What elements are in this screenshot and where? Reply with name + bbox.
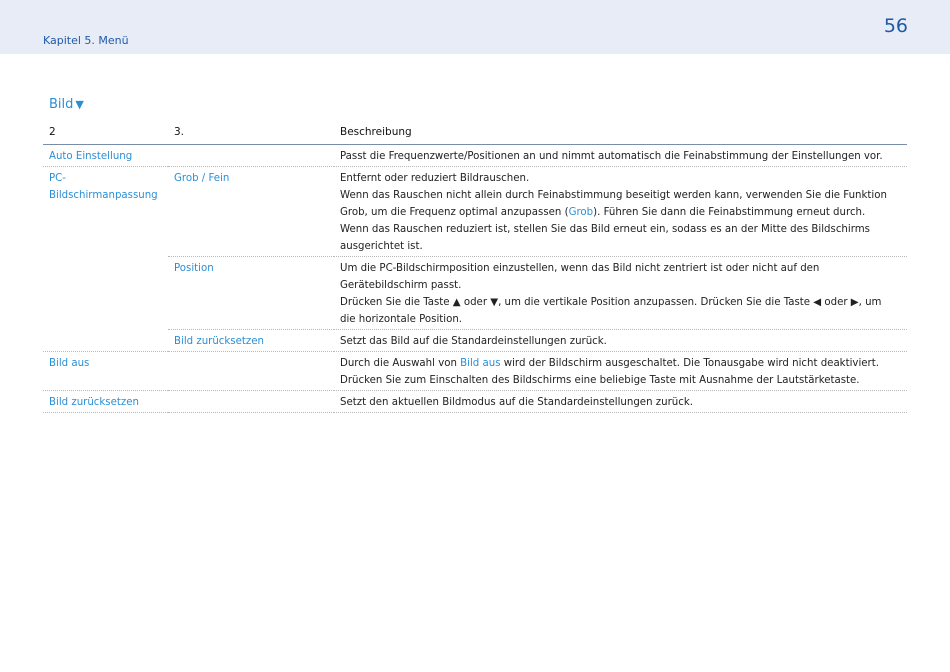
grob-line-2-post: ). Führen Sie dann die Feinabstimmung erneut durch. Wenn das Rauschen reduziert ist, stellen Sie das Bild erneut ein, sodass es an der Mitte des Bildschirms ausgerichtet ist. xyxy=(340,207,870,252)
row-auto-sub xyxy=(168,145,334,167)
header-col-2: 3. xyxy=(168,122,334,145)
table-row xyxy=(43,330,907,352)
row-position-desc xyxy=(334,257,907,330)
row-position-label: Position xyxy=(168,257,334,330)
header-col-1: 2 xyxy=(43,122,168,145)
header-col-3: Beschreibung xyxy=(334,122,907,145)
triangle-down-icon: ▼ xyxy=(75,98,84,111)
section-title-text: Bild xyxy=(49,97,74,112)
row-reset-desc: Setzt den aktuellen Bildmodus auf die Standardeinstellungen zurück. xyxy=(334,391,907,413)
position-line-1: Um die PC-Bildschirmposition einzustellen, wenn das Bild nicht zentriert ist oder nicht auf den Gerätebildschirm passt. xyxy=(340,263,820,291)
table-row xyxy=(43,257,907,330)
off-line-1-post: wird der Bildschirm ausgeschaltet. Die Tonausgabe wird nicht deaktiviert. xyxy=(500,358,879,369)
table-header-row xyxy=(43,122,907,145)
row-auto-label: Auto Einstellung xyxy=(43,145,168,167)
row-pc-label: PC-Bildschirmanpassung xyxy=(43,167,168,352)
table-row xyxy=(43,167,907,257)
row-reset-sub xyxy=(168,391,334,413)
off-line-2: Drücken Sie zum Einschalten des Bildschirms eine beliebige Taste mit Ausnahme der Lautstärketaste. xyxy=(340,375,860,386)
row-off-desc xyxy=(334,352,907,391)
off-line-1 xyxy=(340,355,893,372)
table-row xyxy=(43,352,907,391)
grob-link: Grob xyxy=(568,207,594,218)
row-auto-desc: Passt die Frequenzwerte/Positionen an und nimmt automatisch die Feinabstimmung der Einstellungen vor. xyxy=(334,145,907,167)
row-off-sub xyxy=(168,352,334,391)
page-header xyxy=(0,0,950,54)
table-row xyxy=(43,145,907,167)
row-pc-reset-label: Bild zurücksetzen xyxy=(168,330,334,352)
section-title xyxy=(49,97,84,112)
row-grob-label: Grob / Fein xyxy=(168,167,334,257)
row-off-label: Bild aus xyxy=(43,352,168,391)
table-row xyxy=(43,391,907,413)
row-grob-desc xyxy=(334,167,907,257)
bild-aus-link: Bild aus xyxy=(460,358,501,369)
position-line-2: Drücken Sie die Taste ▲ oder ▼, um die vertikale Position anzupassen. Drücken Sie die Taste ◀ oder ▶, um die horizontale Position. xyxy=(340,297,882,325)
grob-line-2-pre: Wenn das Rauschen nicht allein durch Feinabstimmung beseitigt werden kann, verwenden Sie die Funktion Grob, um die Frequenz optimal anzupassen ( xyxy=(340,190,887,218)
off-line-1-pre: Durch die Auswahl von xyxy=(340,358,461,369)
chapter-label: Kapitel 5. Menü xyxy=(43,34,129,47)
grob-line-2 xyxy=(340,187,893,255)
row-reset-label: Bild zurücksetzen xyxy=(43,391,168,413)
row-pc-reset-desc: Setzt das Bild auf die Standardeinstellungen zurück. xyxy=(334,330,907,352)
page-number: 56 xyxy=(883,15,908,37)
grob-line-1: Entfernt oder reduziert Bildrauschen. xyxy=(340,173,530,184)
menu-table xyxy=(43,122,907,413)
